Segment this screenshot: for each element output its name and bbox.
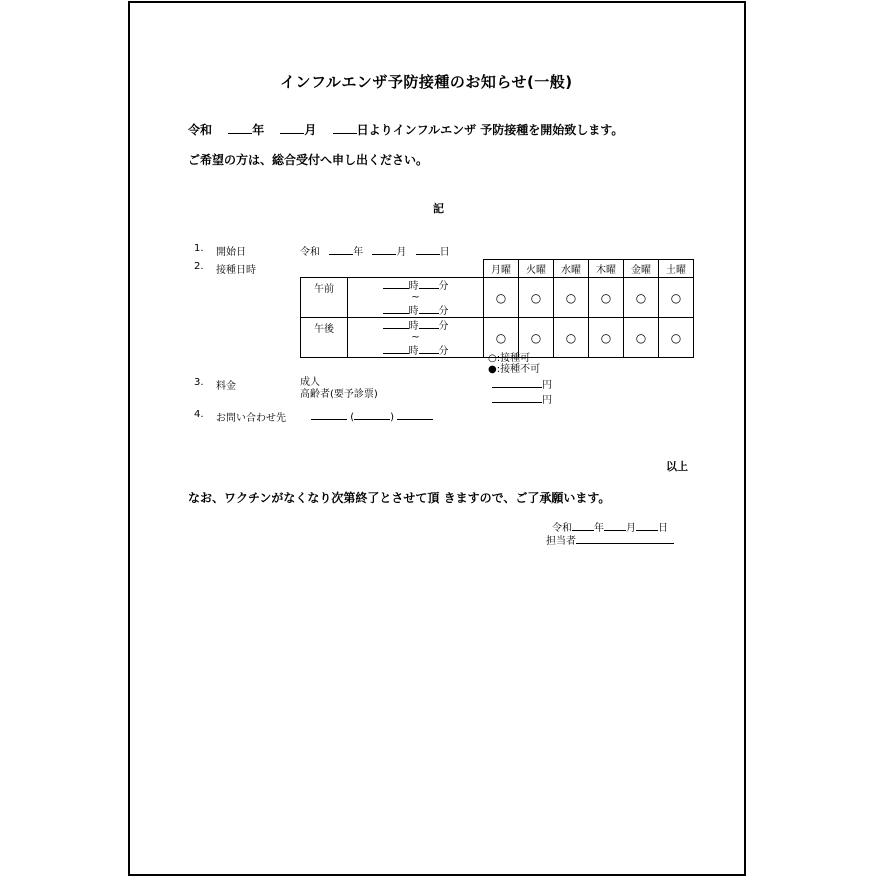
availability-mark: ○	[484, 318, 519, 358]
item-start-num: 1.	[194, 243, 204, 254]
item-start-date	[300, 243, 450, 258]
ki-heading: 記	[433, 202, 444, 215]
availability-mark: ○	[484, 278, 519, 318]
footer-person	[546, 532, 674, 547]
day-header: 水曜	[554, 260, 589, 278]
day-header: 金曜	[624, 260, 659, 278]
fee-senior-blank	[492, 392, 542, 403]
fee-senior-yen: 円	[542, 395, 552, 406]
time-range-morning: 時 分 ~ 時 分	[348, 278, 484, 318]
intro-year: 年	[252, 123, 265, 137]
document-page	[128, 1, 746, 876]
fee-adult-yen: 円	[542, 380, 552, 391]
fee-adult: 成人	[300, 377, 320, 388]
footer-era: 令和	[552, 523, 572, 534]
ijou: 以上	[666, 460, 688, 473]
availability-mark: ○	[589, 278, 624, 318]
intro-day-blank	[333, 123, 357, 134]
table-row	[301, 318, 694, 358]
notice-line: なお、ワクチンがなくなり次第終了とさせて頂 きますので、ご了承願います。	[188, 491, 611, 505]
start-month: 月	[396, 247, 407, 258]
contact-field: ( )	[311, 409, 433, 423]
item-contact-num: 4.	[194, 409, 204, 420]
contact-mid-blank	[354, 409, 390, 420]
day-header: 火曜	[519, 260, 554, 278]
document-title: インフルエンザ予防接種のお知らせ(一般)	[280, 73, 573, 91]
time-range-afternoon: 時 分 ~ 時 分	[348, 318, 484, 358]
availability-mark: ○	[659, 278, 694, 318]
item-fee-label: 料金	[216, 381, 236, 392]
legend-available: ○:接種可	[488, 353, 531, 364]
item-fee-num: 3.	[194, 377, 204, 388]
fee-senior: 高齢者(要予診票)	[300, 389, 378, 400]
day-header: 土曜	[659, 260, 694, 278]
legend-unavailable: ●:接種不可	[488, 364, 541, 375]
availability-mark: ○	[519, 278, 554, 318]
day-header: 月曜	[484, 260, 519, 278]
intro-month-blank	[280, 123, 304, 134]
legend	[488, 353, 540, 375]
start-year-blank	[329, 244, 353, 255]
availability-mark: ○	[624, 318, 659, 358]
item-schedule-label: 接種日時	[216, 265, 256, 276]
availability-mark: ○	[624, 278, 659, 318]
intro-rest: 日よりインフルエンザ 予防接種を開始致します。	[356, 123, 624, 137]
start-day: 日	[439, 247, 450, 258]
availability-mark: ○	[659, 318, 694, 358]
table-header-empty	[301, 260, 484, 278]
table-row	[301, 278, 694, 318]
fee-adult-blank	[492, 377, 542, 388]
intro-month: 月	[304, 123, 317, 137]
fee-amounts	[492, 377, 552, 407]
availability-mark: ○	[519, 318, 554, 358]
request-line: ご希望の方は、総合受付へ申し出ください。	[188, 153, 429, 167]
availability-mark: ○	[554, 318, 589, 358]
availability-mark: ○	[554, 278, 589, 318]
contact-area-blank	[311, 409, 347, 420]
start-era: 令和	[300, 247, 320, 258]
item-contact-label: お問い合わせ先	[216, 413, 286, 424]
footer-person-label: 担当者	[546, 536, 576, 547]
footer-month: 月	[626, 523, 636, 534]
intro-year-blank	[228, 123, 252, 134]
fee-categories	[300, 377, 378, 401]
footer-person-blank	[576, 533, 674, 544]
footer-day: 日	[658, 523, 668, 534]
schedule-table	[300, 259, 694, 358]
table-header-row	[301, 260, 694, 278]
start-year: 年	[353, 247, 364, 258]
period-morning: 午前	[301, 278, 348, 318]
item-schedule-num: 2.	[194, 261, 204, 272]
item-start-label: 開始日	[216, 247, 246, 258]
footer-year: 年	[594, 523, 604, 534]
start-month-blank	[372, 244, 396, 255]
period-afternoon: 午後	[301, 318, 348, 358]
day-header: 木曜	[589, 260, 624, 278]
contact-num-blank	[397, 409, 433, 420]
start-day-blank	[416, 244, 440, 255]
intro-era: 令和	[188, 123, 213, 137]
availability-mark: ○	[589, 318, 624, 358]
intro-line	[188, 121, 623, 138]
